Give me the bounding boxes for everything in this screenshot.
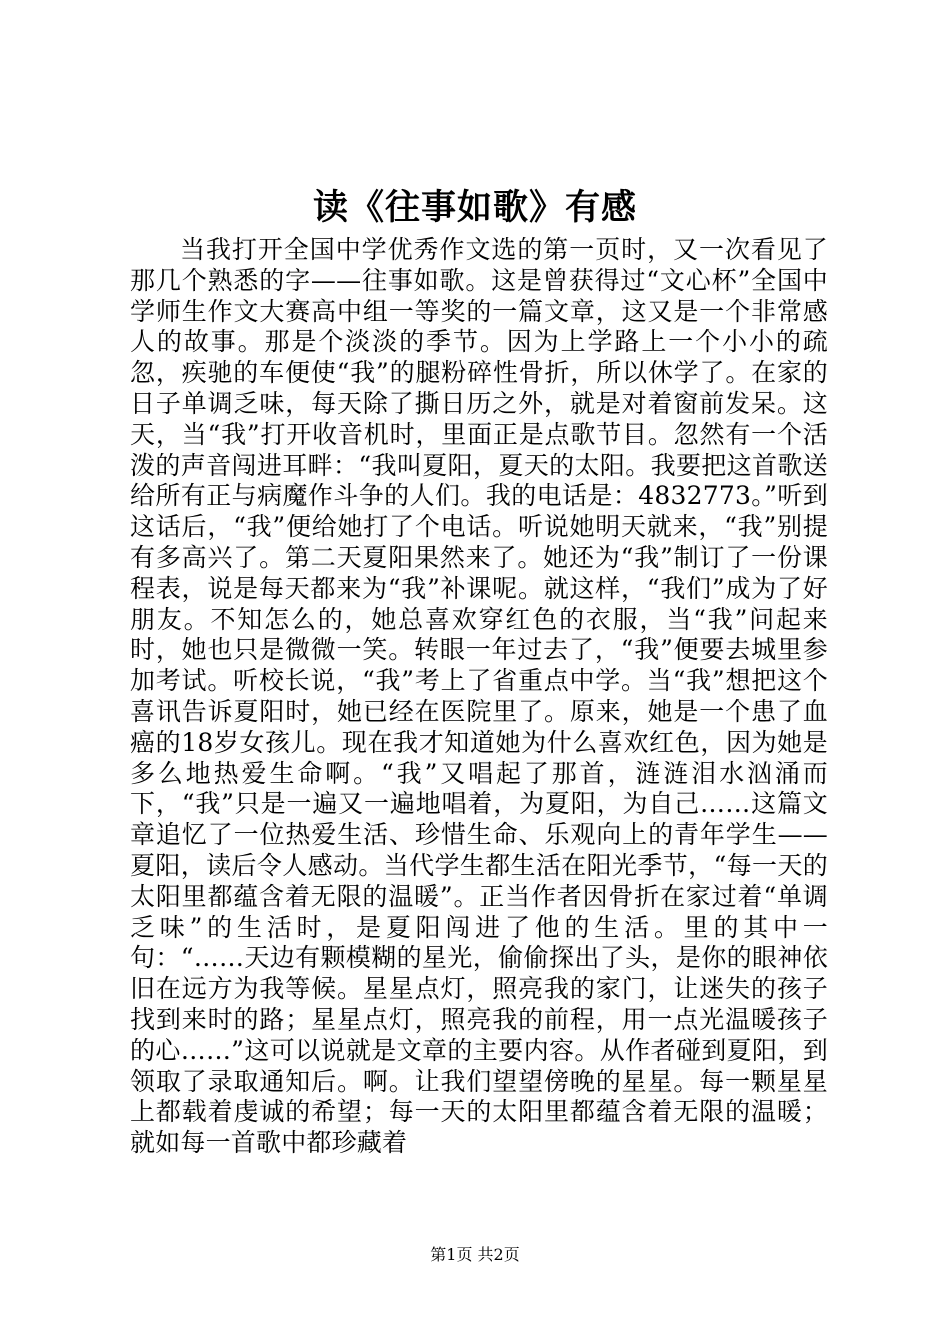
page-number-footer: 第1页 共2页 [430,1245,520,1264]
document-body-paragraph: 当我打开全国中学优秀作文选的第一页时，又一次看见了那几个熟悉的字——往事如歌。这是曾获得过“文心杯”全国中学师生作文大赛高中组一等奖的一篇文章，这又是一个非常感人的故事。那是个淡淡的季节。因为上学路上一个小小的疏忽，疾驰的车便使“我”的腿粉碎性骨折，所以休学了。在家的日子单调乏味，每天除了撕日历之外，就是对着窗前发呆。这天，当“我”打开收音机时，里面正是点歌节目。忽然有一个活泼的声音闯进耳畔：“我叫夏阳，夏天的太阳。我要把这首歌送给所有正与病魔作斗争的人们。我的电话是：4832773。”听到这话后，“我”便给她打了个电话。听说她明天就来，“我”别提有多高兴了。第二天夏阳果然来了。她还为“我”制订了一份课程表，说是每天都来为“我”补课呢。就这样，“我们”成为了好朋友。不知怎么的，她总喜欢穿红色的衣服，当“我”问起来时，她也只是微微一笑。转眼一年过去了，“我”便要去城里参加考试。听校长说，“我”考上了省重点中学。当“我”想把这个喜讯告诉夏阳时，她已经在医院里了。原来，她是一个患了血癌的18岁女孩儿。现在我才知道她为什么喜欢红色，因为她是多么地热爱生命啊。“我”又唱起了那首，涟涟泪水汹涌而下，“我”只是一遍又一遍地唱着，为夏阳，为自己……这篇文章追忆了一位热爱生活、珍惜生命、乐观向上的青年学生——夏阳，读后令人感动。当代学生都生活在阳光季节，“每一天的太阳里都蕴含着无限的温暖”。正当作者因骨折在家过着“单调乏味”的生活时，是夏阳闯进了他的生活。里的其中一句：“……天边有颗模糊的星光，偷偷探出了头，是你的眼神依旧在远方为我等候。星星点灯，照亮我的家门，让迷失的孩子找到来时的路；星星点灯，照亮我的前程，用一点光温暖孩子的心……”这可以说就是文章的主要内容。从作者碰到夏阳，到领取了录取通知后。啊。让我们望望傍晚的星星。每一颗星星上都载着虔诚的希望；每一天的太阳里都蕴含着无限的温暖；就如每一首歌中都珍藏着 [130,235,828,1158]
document-title: 读《往事如歌》有感 [312,187,637,228]
